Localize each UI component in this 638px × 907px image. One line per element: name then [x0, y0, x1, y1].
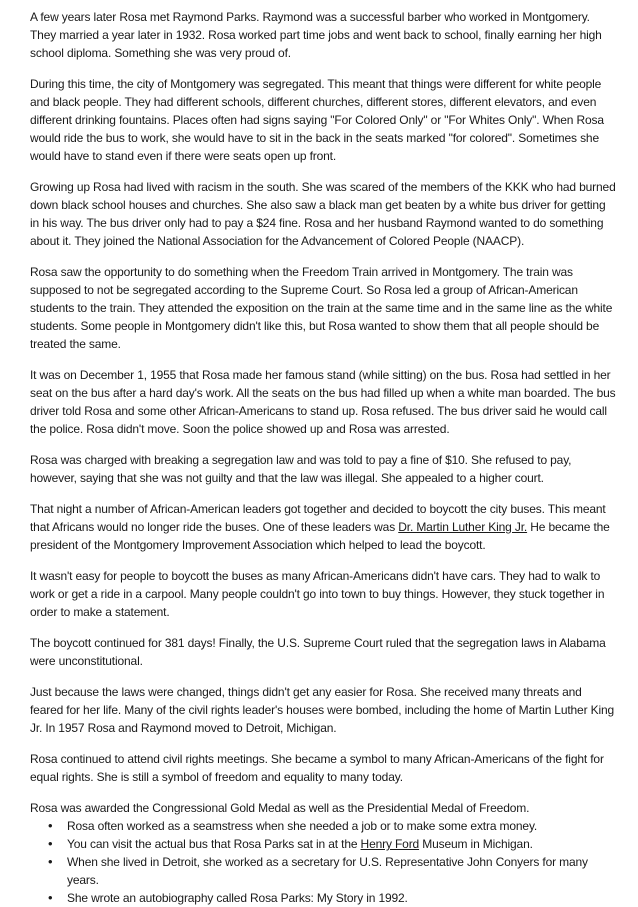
paragraph-boycott-leaders-before: That night a number of African-American leaders got together and decided to boycott the city buses. This meant that Africans would no longer ride the buses. One of these leaders was — [30, 502, 606, 534]
paragraph-segregation: During this time, the city of Montgomery was segregated. This meant that things were different for white people and black people. They had different schools, different churches, different stores, different elevators, and even different drinking fountains. Places often had signs saying "For Colored Only" or "For Whites Only". When Rosa would ride the bus to work, she would have to sit in the back in the seats marked "for colored". Sometimes she would have to stand even if there were seats open up front. — [30, 77, 604, 163]
paragraph-boycott-duration: The boycott continued for 381 days! Finally, the U.S. Supreme Court ruled that the segregation laws in Alabama were unconstitutional. — [30, 636, 606, 668]
paragraph-symbol: Rosa continued to attend civil rights meetings. She became a symbol to many African-Americans of the fight for equal rights. She is still a symbol of freedom and equality to many today. — [30, 752, 604, 784]
paragraph-threats: Just because the laws were changed, things didn't get any easier for Rosa. She received many threats and feared for her life. Many of the civil rights leader's houses were bombed, including the home of Martin Luther King Jr. In 1957 Rosa and Raymond moved to Detroit, Michigan. — [30, 685, 615, 735]
paragraph-freedom-train: Rosa saw the opportunity to do something when the Freedom Train arrived in Montgomery. The train was supposed to not be segregated according to the Supreme Court. So Rosa led a group of African-American students to the train. They attended the exposition on the train at the same time and in the same line as the white students. Some people in Montgomery didn't like this, but Rosa wanted to show them that all people should be treated the same. — [30, 265, 613, 351]
paragraph-fine: Rosa was charged with breaking a segregation law and was told to pay a fine of $10. She refused to pay, however, saying that she was not guilty and that the law was illegal. She appealed to a higher court. — [30, 453, 572, 485]
list-item-after: Museum in Michigan. — [419, 837, 533, 851]
henry-ford-link[interactable]: Henry Ford — [360, 837, 420, 851]
mlk-link[interactable]: Dr. Martin Luther King Jr. — [398, 520, 528, 534]
list-item: • When she lived in Detroit, she worked as a secretary for U.S. Representative John Conyers for many years. — [67, 853, 616, 889]
paragraph-racism: Growing up Rosa had lived with racism in the south. She was scared of the members of the KKK who had burned down black school houses and churches. She also saw a black man get beaten by a white bus driver for getting in his way. The bus driver only had to pay a $24 fine. Rosa and her husband Raymond wanted to do something about it. They joined the National Association for the Advancement of Colored People (NAACP). — [30, 180, 616, 248]
list-item — [67, 835, 616, 853]
paragraph-boycott-leaders-after: He became the president of the Montgomery Improvement Association which helped to lead the boycott. — [30, 520, 610, 552]
fun-facts-list — [30, 817, 616, 907]
paragraph-marriage: A few years later Rosa met Raymond Parks. Raymond was a successful barber who worked in Montgomery. They married a year later in 1932. Rosa worked part time jobs and went back to school, finally earning her high school diploma. Something she was very proud of. — [30, 10, 602, 60]
list-item: • She wrote an autobiography called Rosa Parks: My Story in 1992. — [67, 889, 616, 907]
paragraph-bus-stand: It was on December 1, 1955 that Rosa made her famous stand (while sitting) on the bus. Rosa had settled in her seat on the bus after a hard day's work. All the seats on the bus had filled up when a white man boarded. The bus driver told Rosa and some other African-Americans to stand up. Rosa refused. The bus driver said he would call the police. Rosa didn't move. Soon the police showed up and Rosa was arrested. — [30, 368, 616, 436]
paragraph-walking: It wasn't easy for people to boycott the buses as many African-Americans didn't have cars. They had to walk to work or get a ride in a carpool. Many people couldn't go into town to buy things. However, they stuck together in order to make a statement. — [30, 569, 605, 619]
paragraph-awards: Rosa was awarded the Congressional Gold Medal as well as the Presidential Medal of Freedom. — [30, 801, 530, 815]
list-item: • Rosa often worked as a seamstress when she needed a job or to make some extra money. — [67, 817, 616, 835]
paragraph-boycott-leaders — [30, 500, 616, 554]
list-item-before: You can visit the actual bus that Rosa Parks sat in at the — [67, 837, 361, 851]
